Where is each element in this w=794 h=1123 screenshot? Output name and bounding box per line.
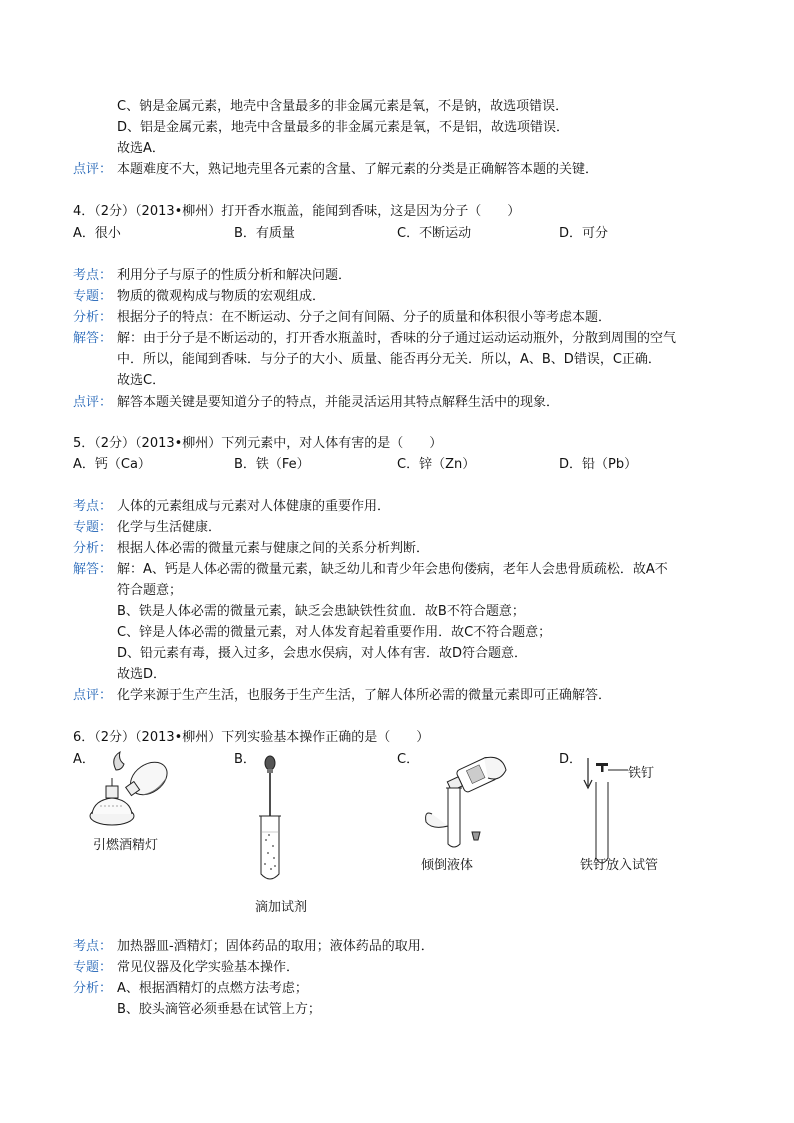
dropper-test-tube-illustration [255, 756, 285, 884]
q4-zhuanti: 物质的微观构成与物质的宏观组成． [117, 289, 326, 304]
q5-dianping-label: 点评： [73, 688, 113, 703]
q5-fenxi-label: 分析： [73, 541, 113, 556]
q4-kaodian: 利用分子与原子的性质分析和解决问题． [117, 268, 352, 283]
q4-jieda-line3: 故选C． [117, 373, 166, 388]
q5-option-b: B．铁（Fe） [234, 457, 310, 472]
q4-jieda-line1: 解：由于分子是不断运动的，打开香水瓶盖时，香味的分子通过运动运动瓶外，分散到周围的空气 [117, 331, 677, 346]
q6-option-b: B． [234, 752, 256, 767]
q6-kaodian-label: 考点： [73, 939, 113, 954]
q6-fenxi-line2: B、胶头滴管必须垂悬在试管上方； [117, 1002, 321, 1017]
q5-option-c: C．锌（Zn） [397, 457, 476, 472]
q6-fenxi-line1: A、根据酒精灯的点燃方法考虑； [117, 981, 308, 996]
q5-option-d: D．铅（Pb） [559, 457, 638, 472]
q6-option-c: C． [397, 752, 420, 767]
q4-kaodian-label: 考点： [73, 268, 113, 283]
q5-jieda-line6: 故选D． [117, 667, 167, 682]
q5-jieda-line4: C、锌是人体必需的微量元素，对人体发育起着重要作用．故C不符合题意； [117, 625, 552, 640]
q4-option-c: C．不断运动 [397, 226, 472, 241]
prev-answer-choose: 故选A． [117, 141, 165, 156]
q6-zhuanti: 常见仪器及化学实验基本操作． [117, 960, 300, 975]
q6-caption-d: 铁钉放入试管 [580, 858, 659, 873]
q5-zhuanti-label: 专题： [73, 520, 113, 535]
q4-jieda-line2: 中．所以，能闻到香味．与分子的大小、质量、能否再分无关．所以，A、B、D错误，C正确． [117, 352, 661, 367]
q6-caption-a: 引燃酒精灯 [93, 838, 159, 853]
q5-stem: 5．（2分）（2013•柳州）下列元素中，对人体有害的是（ ） [73, 436, 443, 451]
q6-nail-label: 铁钉 [628, 766, 655, 781]
prev-answer-d: D、铝是金属元素，地壳中含量最多的非金属元素是氧，不是铝，故选项错误． [117, 120, 570, 135]
q4-zhuanti-label: 专题： [73, 289, 113, 304]
q5-jieda-label: 解答： [73, 562, 113, 577]
q4-option-d: D．可分 [559, 226, 609, 241]
q5-option-a: A．钙（Ca） [73, 457, 151, 472]
q6-option-a: A． [73, 752, 95, 767]
q4-dianping: 解答本题关键是要知道分子的特点，并能灵活运用其特点解释生活中的现象． [117, 395, 560, 410]
q4-option-b: B．有质量 [234, 226, 295, 241]
q5-dianping: 化学来源于生产生活，也服务于生产生活，了解人体所必需的微量元素即可正确解答． [117, 688, 612, 703]
q4-jieda-label: 解答： [73, 331, 113, 346]
q6-caption-c: 倾倒液体 [421, 858, 474, 873]
q6-kaodian: 加热器皿-酒精灯；固体药品的取用；液体药品的取用． [117, 939, 434, 954]
prev-comment-label: 点评： [73, 162, 113, 177]
q6-zhuanti-label: 专题： [73, 960, 113, 975]
q4-option-a: A．很小 [73, 226, 121, 241]
q6-stem: 6．（2分）（2013•柳州）下列实验基本操作正确的是（ ） [73, 730, 430, 745]
q4-stem: 4．（2分）（2013•柳州）打开香水瓶盖，能闻到香味，这是因为分子（ ） [73, 204, 521, 219]
q5-jieda-line5: D、铅元素有毒，摄入过多，会患水俣病，对人体有害．故D符合题意． [117, 646, 528, 661]
q6-caption-b: 滴加试剂 [255, 900, 308, 915]
prev-comment: 本题难度不大，熟记地壳里各元素的含量、了解元素的分类是正确解答本题的关键． [117, 162, 599, 177]
alcohol-lamp-illustration [86, 750, 176, 828]
prev-answer-c: C、钠是金属元素，地壳中含量最多的非金属元素是氧，不是钠，故选项错误． [117, 99, 569, 114]
q5-zhuanti: 化学与生活健康． [117, 520, 222, 535]
nail-pointer-line [608, 768, 630, 772]
q5-kaodian-label: 考点： [73, 499, 113, 514]
q5-fenxi: 根据人体必需的微量元素与健康之间的关系分析判断． [117, 541, 430, 556]
q5-jieda-line1: 解：A、钙是人体必需的微量元素，缺乏幼儿和青少年会患佝偻病，老年人会患骨质疏松．故A不 [117, 562, 668, 577]
q4-fenxi-label: 分析： [73, 310, 113, 325]
q5-jieda-line2: 符合题意； [117, 583, 183, 598]
pouring-liquid-illustration [418, 752, 510, 848]
q5-kaodian: 人体的元素组成与元素对人体健康的重要作用． [117, 499, 391, 514]
q4-fenxi: 根据分子的特点：在不断运动、分子之间有间隔、分子的质量和体积很小等考虑本题． [117, 310, 612, 325]
q4-dianping-label: 点评： [73, 395, 113, 410]
q5-jieda-line3: B、铁是人体必需的微量元素，缺乏会患缺铁性贫血．故B不符合题意； [117, 604, 525, 619]
q6-option-d: D． [559, 752, 583, 767]
q6-fenxi-label: 分析： [73, 981, 113, 996]
